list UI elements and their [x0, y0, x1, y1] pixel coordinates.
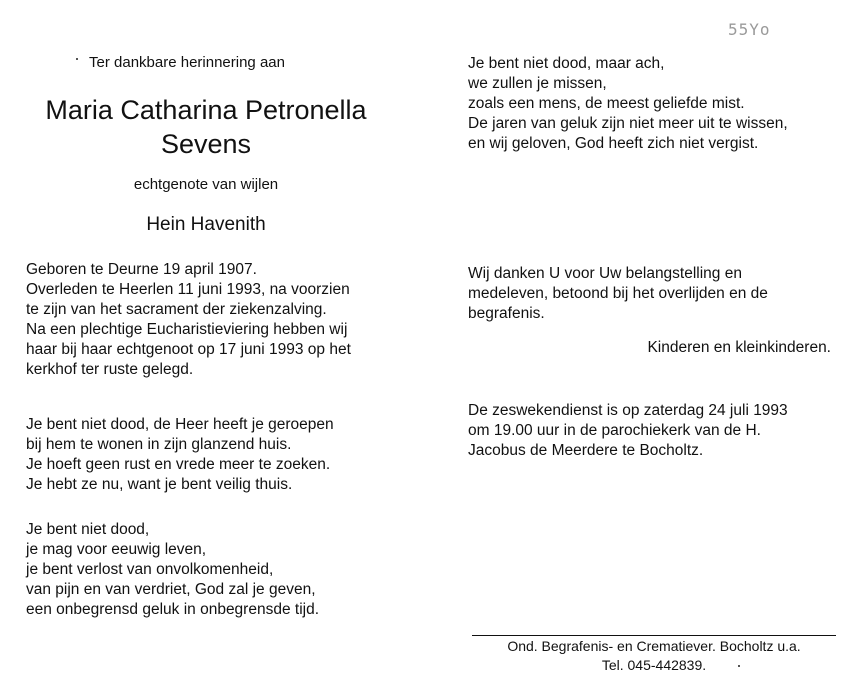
spouse-name: Hein Havenith	[146, 214, 266, 235]
poem-line: Je bent niet dood,	[26, 521, 150, 538]
poem-line: een onbegrensd geluk in onbegrensde tijd.	[26, 601, 320, 618]
archive-number-mark: 55Yo	[728, 20, 771, 39]
spouse-label: echtgenote van wijlen	[133, 176, 279, 193]
bio-line: haar bij haar echtgenoot op 17 juni 1993 op het	[26, 341, 351, 358]
poem-heer	[26, 415, 334, 495]
poem-line: en wij geloven, God heeft zich niet vergist.	[468, 135, 759, 152]
family-signature: Kinderen en kleinkinderen.	[647, 339, 831, 356]
heading: Ter dankbare herinnering aan	[89, 54, 285, 71]
service-line: Jacobus de Meerdere te Bocholtz.	[468, 442, 704, 459]
poem-line: Je bent niet dood, maar ach,	[468, 55, 665, 72]
bio-line: Na een plechtige Eucharistieviering hebben wij	[26, 321, 348, 338]
thanks-line: Wij danken U voor Uw belangstelling en	[468, 265, 742, 282]
poem-line: Je hoeft geen rust en vrede meer te zoeken.	[26, 456, 331, 473]
poem-line: Je hebt ze nu, want je bent veilig thuis.	[26, 476, 293, 493]
poem-line: Je bent niet dood, de Heer heeft je geroepen	[26, 416, 334, 433]
footer-divider	[472, 635, 836, 636]
bio-line: te zijn van het sacrament der ziekenzalving.	[26, 301, 327, 318]
thanks-line: medeleven, betoond bij het overlijden en de	[468, 285, 768, 302]
poem-line: we zullen je missen,	[468, 75, 607, 92]
poem-line: De jaren van geluk zijn niet meer uit te wissen,	[468, 115, 788, 132]
biography	[26, 260, 351, 380]
undertaker-name: Ond. Begrafenis- en Crematiever. Bocholtz u.a.	[507, 638, 801, 654]
poem-missen	[468, 54, 788, 154]
undertaker-phone: Tel. 045-442839.	[601, 657, 707, 673]
bio-line: Geboren te Deurne 19 april 1907.	[26, 261, 257, 278]
thanks-text	[468, 264, 768, 324]
speck	[738, 665, 740, 667]
speck	[76, 58, 78, 60]
bio-line: Overleden te Heerlen 11 juni 1993, na voorzien	[26, 281, 350, 298]
poem-line: je bent verlost van onvolkomenheid,	[26, 561, 274, 578]
poem-eeuwig	[26, 520, 319, 620]
poem-line: zoals een mens, de meest geliefde mist.	[468, 95, 745, 112]
service-announcement	[468, 401, 788, 461]
bio-line: kerkhof ter ruste gelegd.	[26, 361, 194, 378]
service-line: om 19.00 uur in de parochiekerk van de H.	[468, 422, 761, 439]
service-line: De zeswekendienst is op zaterdag 24 juli 1993	[468, 402, 788, 419]
poem-line: van pijn en van verdriet, God zal je geven,	[26, 581, 316, 598]
deceased-name-last: Sevens	[160, 129, 252, 159]
thanks-line: begrafenis.	[468, 305, 545, 322]
deceased-name-first: Maria Catharina Petronella	[45, 95, 367, 125]
poem-line: je mag voor eeuwig leven,	[26, 541, 207, 558]
poem-line: bij hem te wonen in zijn glanzend huis.	[26, 436, 292, 453]
